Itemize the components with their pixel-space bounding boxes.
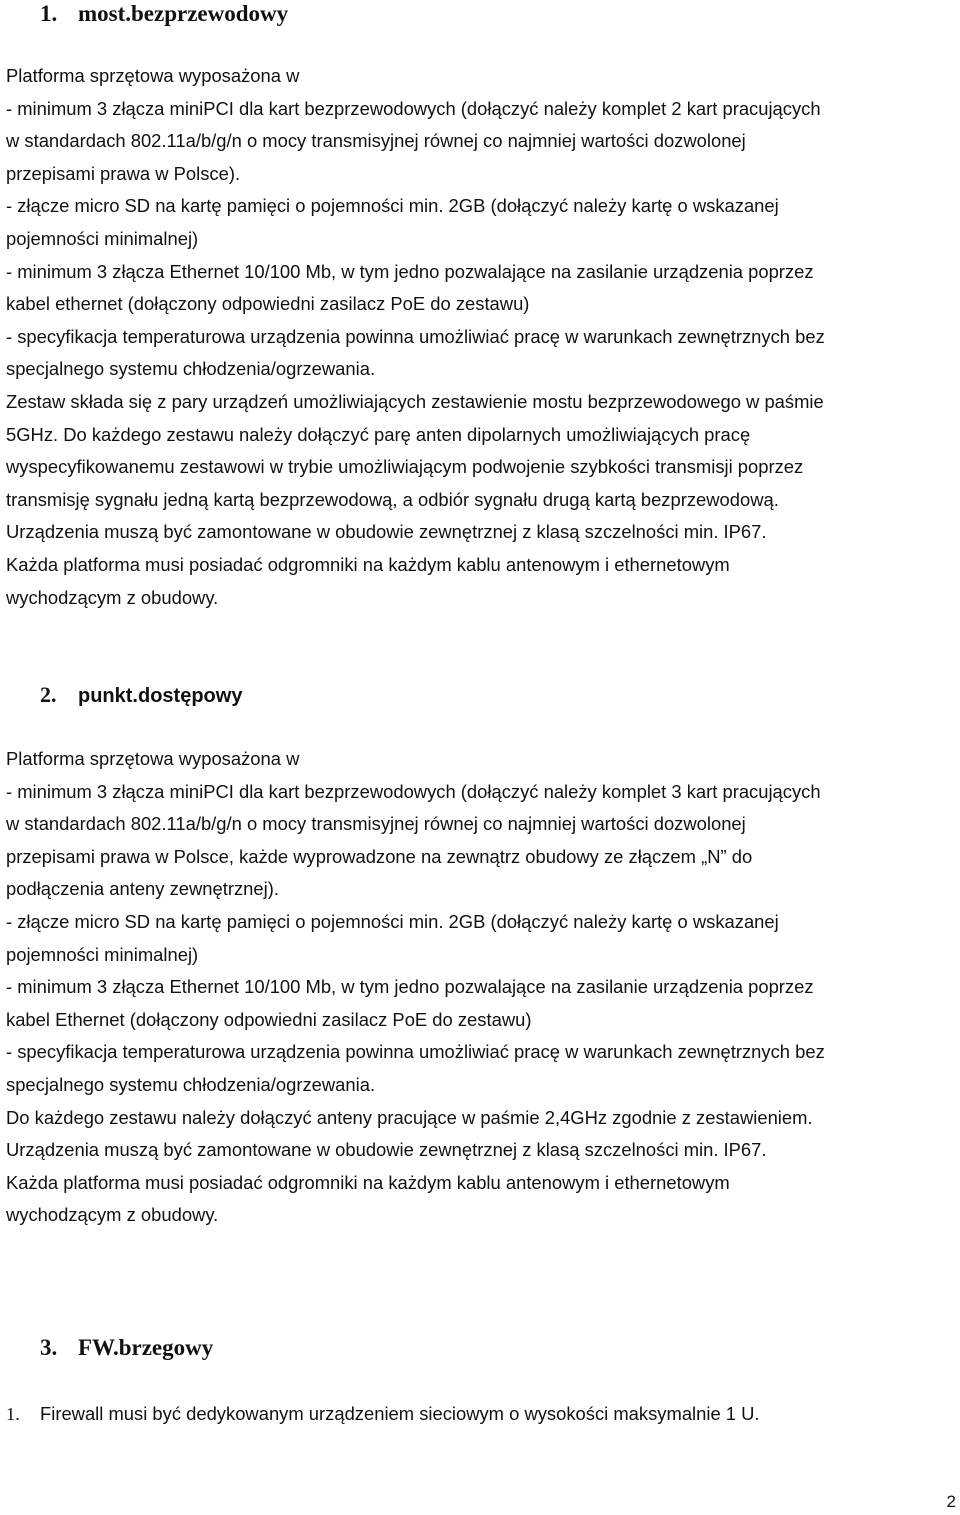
section-1-number: 1. (40, 1, 58, 26)
paragraph-line: 5GHz. Do każdego zestawu należy dołączyć parę anten dipolarnych umożliwiających pracę (6, 423, 751, 445)
paragraph-line: Platforma sprzętowa wyposażona w (6, 748, 300, 769)
paragraph-line: specjalnego systemu chłodzenia/ogrzewania. (6, 1073, 376, 1095)
list-item-number: 1. (6, 1404, 20, 1424)
paragraph-line: - minimum 3 złącza Ethernet 10/100 Mb, w tym jedno pozwalające na zasilanie urządzenia poprzez (6, 976, 814, 998)
paragraph-line: w standardach 802.11a/b/g/n o mocy transmisyjnej równej co najmniej wartości dozwolonej (6, 813, 746, 835)
paragraph-line: - specyfikacja temperaturowa urządzenia powinna umożliwiać pracę w warunkach zewnętrznych bez (6, 325, 825, 347)
paragraph-line: - złącze micro SD na kartę pamięci o pojemności min. 2GB (dołączyć należy kartę o wskazanej (6, 195, 779, 217)
paragraph-line: - minimum 3 złącza miniPCI dla kart bezprzewodowych (dołączyć należy komplet 2 kart pracujących (6, 97, 821, 119)
list-item-text: Firewall musi być dedykowanym urządzeniem sieciowym o wysokości maksymalnie 1 U. (40, 1403, 760, 1424)
section-3-heading (40, 1332, 213, 1364)
paragraph-line: Platforma sprzętowa wyposażona w (6, 65, 300, 86)
paragraph-line: - specyfikacja temperaturowa urządzenia powinna umożliwiać pracę w warunkach zewnętrznych bez (6, 1041, 825, 1063)
section-3-list-item (6, 1398, 760, 1430)
paragraph-line: - minimum 3 złącza miniPCI dla kart bezprzewodowych (dołączyć należy komplet 3 kart pracujących (6, 780, 821, 802)
paragraph-line: kabel ethernet (dołączony odpowiedni zasilacz PoE do zestawu) (6, 293, 530, 315)
paragraph-line: Każda platforma musi posiadać odgromniki na każdym kablu antenowym i ethernetowym (6, 1171, 730, 1193)
paragraph-line: podłączenia anteny zewnętrznej). (6, 878, 279, 900)
paragraph-line: Zestaw składa się z pary urządzeń umożliwiających zestawienie mostu bezprzewodowego w paśmie (6, 390, 824, 412)
paragraph-line: kabel Ethernet (dołączony odpowiedni zasilacz PoE do zestawu) (6, 1008, 532, 1030)
paragraph-line: Urządzenia muszą być zamontowane w obudowie zewnętrznej z klasą szczelności min. IP67. (6, 521, 767, 543)
paragraph-line: wyspecyfikowanemu zestawowi w trybie umożliwiającym podwojenie szybkości transmisji poprzez (6, 456, 804, 478)
paragraph-line: przepisami prawa w Polsce). (6, 162, 241, 184)
section-2-title-prefix: punkt. (78, 685, 138, 707)
section-1-heading (40, 0, 288, 28)
paragraph-line: Do każdego zestawu należy dołączyć anteny pracujące w paśmie 2,4GHz zgodnie z zestawieniem. (6, 1106, 813, 1128)
paragraph-line: wychodzącym z obudowy. (6, 586, 219, 608)
section-3-title: FW.brzegowy (78, 1335, 214, 1360)
section-2-title-main: dostępowy (138, 685, 243, 707)
paragraph-line: wychodzącym z obudowy. (6, 1204, 219, 1226)
paragraph-line: - złącze micro SD na kartę pamięci o pojemności min. 2GB (dołączyć należy kartę o wskazanej (6, 910, 779, 932)
paragraph-line: transmisję sygnału jedną kartą bezprzewodową, a odbiór sygnału drugą kartą bezprzewodową. (6, 488, 779, 510)
paragraph-line: - minimum 3 złącza Ethernet 10/100 Mb, w tym jedno pozwalające na zasilanie urządzenia poprzez (6, 260, 814, 282)
section-1-body (6, 60, 954, 614)
paragraph-line: Urządzenia muszą być zamontowane w obudowie zewnętrznej z klasą szczelności min. IP67. (6, 1139, 767, 1161)
paragraph-line: pojemności minimalnej) (6, 943, 199, 965)
section-2-number: 2. (40, 682, 57, 707)
page-number: 2 (946, 1492, 956, 1511)
paragraph-line: pojemności minimalnej) (6, 227, 199, 249)
section-3-number: 3. (40, 1335, 58, 1360)
paragraph-line: Każda platforma musi posiadać odgromniki na każdym kablu antenowym i ethernetowym (6, 553, 730, 575)
paragraph-line: przepisami prawa w Polsce, każde wyprowadzone na zewnątrz obudowy ze złączem „N” do (6, 845, 753, 867)
section-2-body (6, 743, 954, 1232)
paragraph-line: specjalnego systemu chłodzenia/ogrzewania. (6, 358, 376, 380)
section-2-heading (40, 680, 242, 711)
paragraph-line: w standardach 802.11a/b/g/n o mocy transmisyjnej równej co najmniej wartości dozwolonej (6, 130, 746, 152)
section-1-title: most.bezprzewodowy (78, 1, 289, 26)
